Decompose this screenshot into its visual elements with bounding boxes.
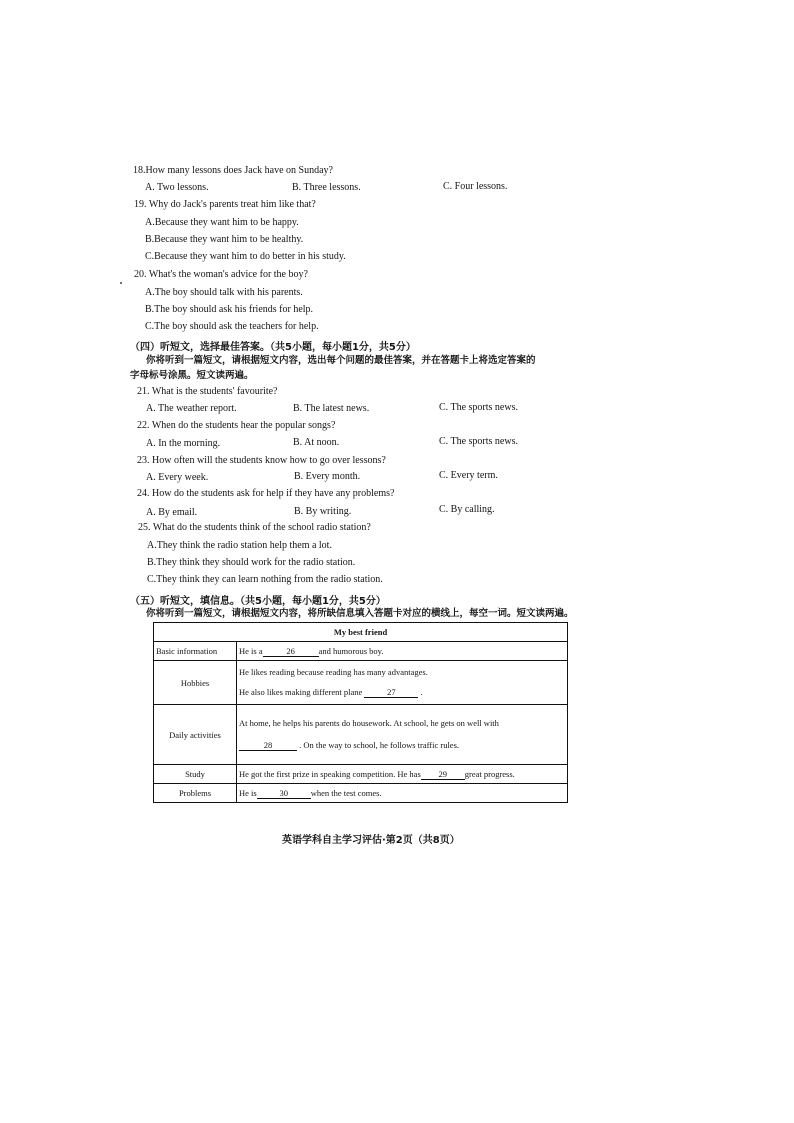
hobbies-line1: He likes reading because reading has many advantages. [239,667,428,677]
daily-line1: At home, he helps his parents do housework. At school, he gets on well with [239,718,499,728]
blank-28: 28 [239,740,297,751]
scan-speck [120,282,122,284]
q25-option-c: C.They think they can learn nothing from the radio station. [147,574,383,585]
hobbies-text-post: . [420,687,423,697]
hobbies-text-pre: He also likes making different plane [239,687,363,697]
study-text-pre: He got the first prize in speaking competition. He has [239,768,421,779]
blank-26: 26 [263,646,319,657]
page-footer: 英语学科自主学习评估·第2页（共8页） [282,835,460,846]
section4-instruction-line2: 字母标号涂黑。短文读两遍。 [130,370,254,381]
row-content-problems [237,784,568,803]
q20-option-a: A.The boy should talk with his parents. [145,287,303,298]
q18-option-c: C. Four lessons. [443,181,508,192]
section5-heading: （五）听短文，填信息。（共5小题，每小题1分，共5分） [130,596,386,607]
row-label-basic: Basic information [154,642,237,661]
q23-stem: 23. How often will the students know how to go over lessons? [137,455,386,466]
row-label-daily: Daily activities [154,705,237,765]
q22-option-c: C. The sports news. [439,436,518,447]
q21-option-b: B. The latest news. [293,403,370,414]
section4-heading: （四）听短文，选择最佳答案。（共5小题，每小题1分，共5分） [130,342,416,353]
q21-option-c: C. The sports news. [439,402,518,413]
table-title: My best friend [154,623,568,642]
q19-option-b: B.Because they want him to be healthy. [145,234,304,245]
row-content-study [237,765,568,784]
q23-option-a: A. Every week. [146,472,209,483]
q22-stem: 22. When do the students hear the popular songs? [137,420,336,431]
basic-text-post: and humorous boy. [318,645,384,656]
q20-stem: 20. What's the woman's advice for the boy? [134,269,308,280]
problems-text-post: when the test comes. [310,787,382,798]
q23-option-b: B. Every month. [294,471,361,482]
q19-option-c: C.Because they want him to do better in his study. [145,251,346,262]
q21-option-a: A. The weather report. [146,403,237,414]
row-label-study: Study [154,765,237,784]
q25-option-b: B.They think they should work for the radio station. [147,557,356,568]
q18-stem: 18.How many lessons does Jack have on Sunday? [133,165,333,176]
blank-30: 30 [257,788,311,799]
row-content-basic [237,642,568,661]
q24-option-a: A. By email. [146,507,198,518]
daily-text-post: . On the way to school, he follows traffic rules. [299,740,460,750]
q22-option-a: A. In the morning. [146,438,221,449]
hobbies-line2 [239,687,565,698]
row-label-hobbies: Hobbies [154,661,237,705]
best-friend-table [153,622,568,803]
q18-option-b: B. Three lessons. [292,182,361,193]
basic-text-pre: He is a [239,645,263,656]
q25-option-a: A.They think the radio station help them a lot. [147,540,332,551]
row-content-daily [237,705,568,765]
q25-stem: 25. What do the students think of the school radio station? [138,522,371,533]
q19-option-a: A.Because they want him to be happy. [145,217,299,228]
blank-29: 29 [421,769,465,780]
q21-stem: 21. What is the students' favourite? [137,386,278,397]
problems-text-pre: He is [239,787,257,798]
q23-option-c: C. Every term. [439,470,498,481]
row-label-problems: Problems [154,784,237,803]
q24-option-c: C. By calling. [439,504,495,515]
q24-stem: 24. How do the students ask for help if they have any problems? [137,488,395,499]
q22-option-b: B. At noon. [293,437,340,448]
q19-stem: 19. Why do Jack's parents treat him like that? [134,199,316,210]
section5-instruction: 你将听到一篇短文，请根据短文内容，将所缺信息填入答题卡对应的横线上，每空一词。短文读两遍。 [146,608,574,619]
row-content-hobbies [237,661,568,705]
q20-option-c: C.The boy should ask the teachers for help. [145,321,319,332]
q24-option-b: B. By writing. [294,506,352,517]
q18-option-a: A. Two lessons. [145,182,209,193]
blank-27: 27 [364,687,418,698]
daily-line2 [239,740,565,751]
section4-instruction-line1: 你将听到一篇短文，请根据短文内容，选出每个问题的最佳答案，并在答题卡上将选定答案的 [146,355,536,366]
study-text-post: great progress. [464,768,515,779]
q20-option-b: B.The boy should ask his friends for help. [145,304,314,315]
